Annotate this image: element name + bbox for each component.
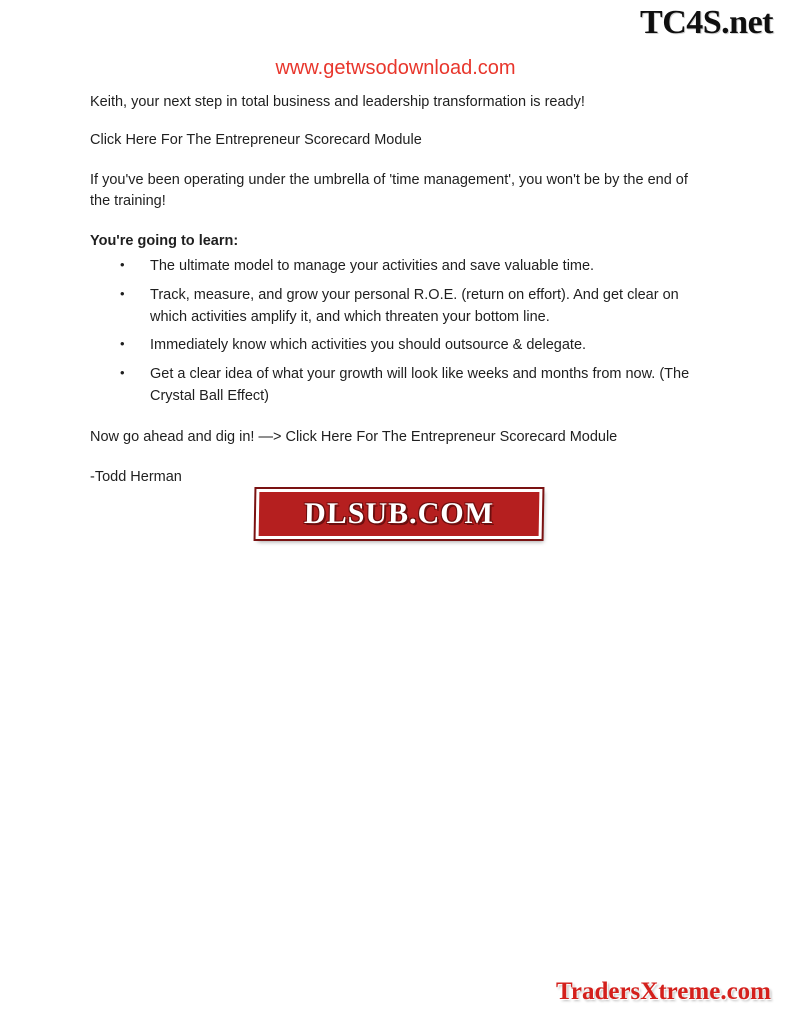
cta-link-bottom[interactable]: Now go ahead and dig in! —> Click Here For The Entrepreneur Scorecard Module xyxy=(90,428,618,445)
dlsub-watermark xyxy=(256,489,543,539)
list-item: • Immediately know which activities you should outsource & delegate. xyxy=(120,335,710,357)
list-item: • The ultimate model to manage your activities and save valuable time. xyxy=(120,256,710,278)
learn-heading: You're going to learn: xyxy=(90,233,239,250)
learn-list xyxy=(90,256,710,408)
list-item: • Track, measure, and grow your personal R.O.E. (return on effort). And get clear on which activities amplify it, and which threaten your bottom line. xyxy=(120,285,710,329)
dlsub-watermark-label: DLSUB.COM xyxy=(303,497,495,530)
tc4s-watermark: TC4S.net xyxy=(640,4,773,41)
letter-body xyxy=(90,92,710,488)
umbrella-paragraph: If you've been operating under the umbrella of 'time management', you won't be by the end of the training! xyxy=(90,172,688,210)
cta-link-top[interactable]: Click Here For The Entrepreneur Scorecard Module xyxy=(90,132,422,149)
signature: -Todd Herman xyxy=(90,468,182,485)
site-url-banner: www.getwsodownload.com xyxy=(275,57,516,79)
list-item: • Get a clear idea of what your growth will look like weeks and months from now. (The Crystal Ball Effect) xyxy=(120,364,710,408)
tradersxtreme-watermark: TradersXtreme.com xyxy=(556,978,771,1005)
greeting-paragraph: Keith, your next step in total business and leadership transformation is ready! xyxy=(90,94,585,110)
